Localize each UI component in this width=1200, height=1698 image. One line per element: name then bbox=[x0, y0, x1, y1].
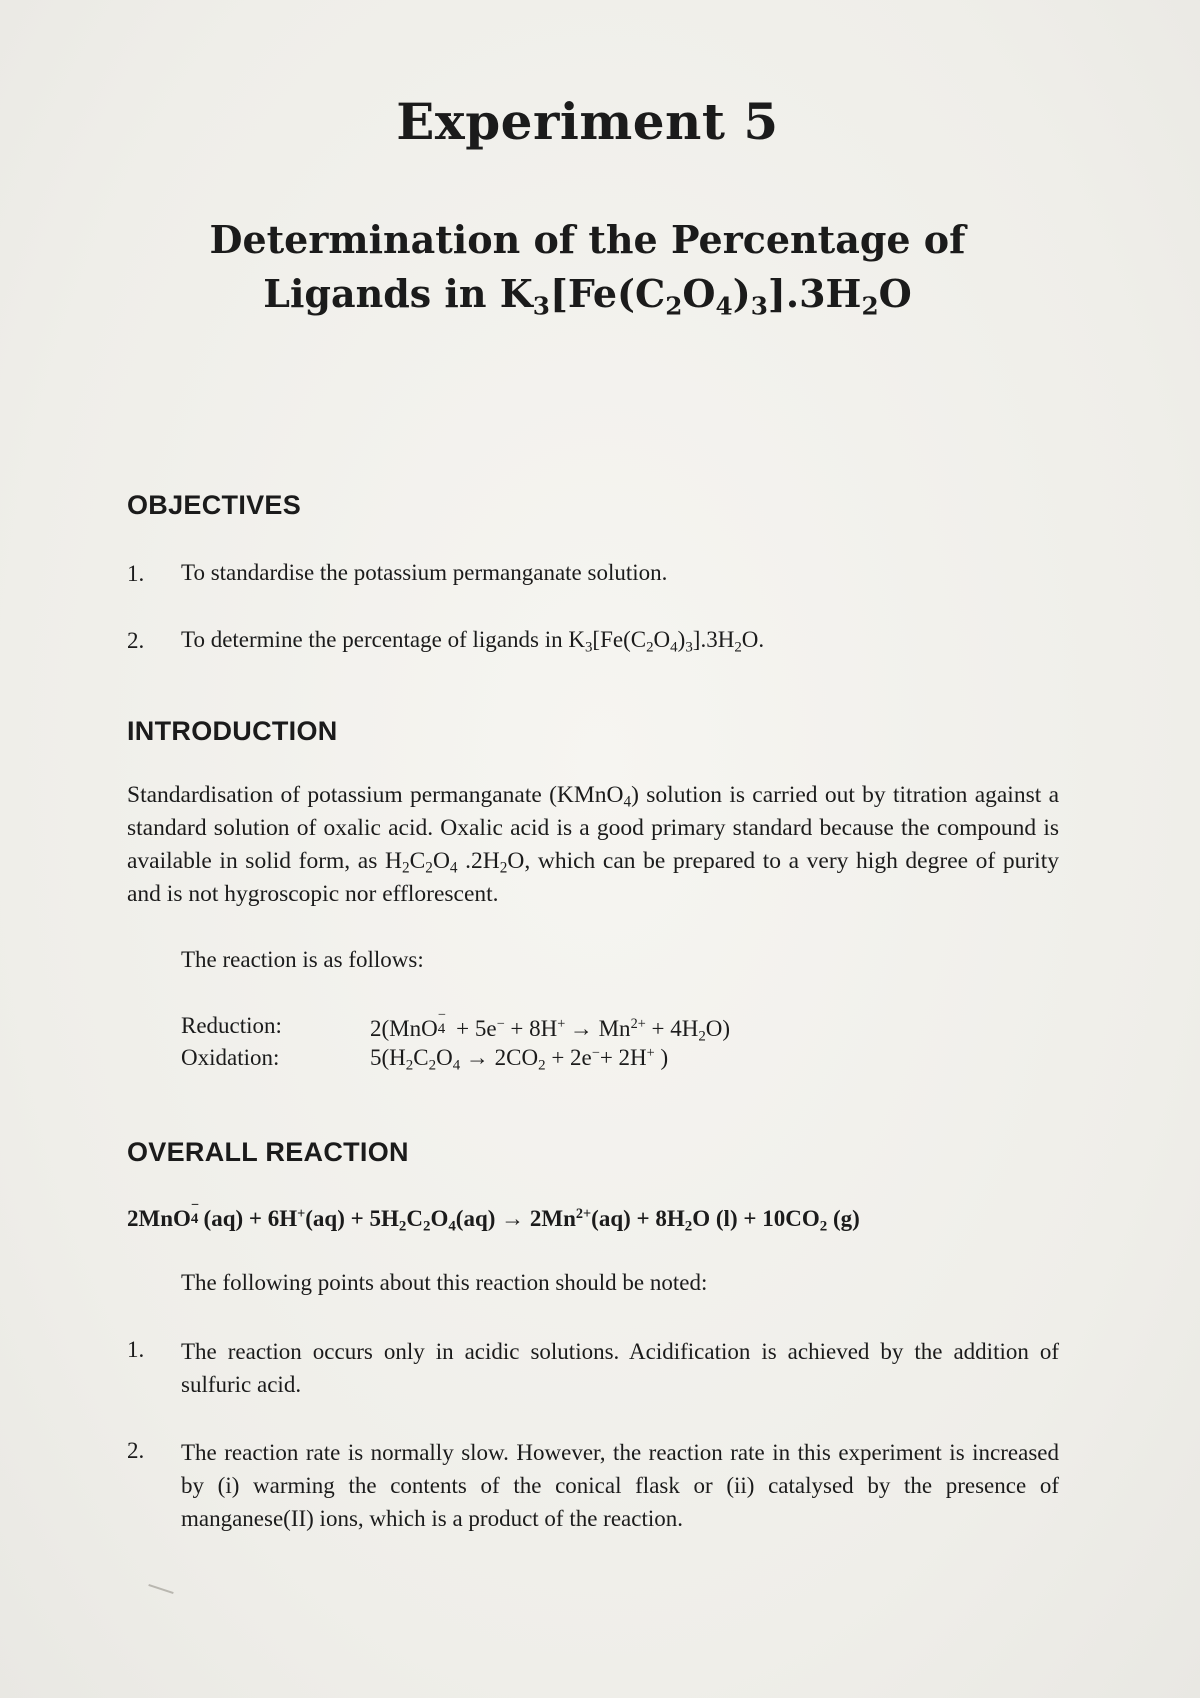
overall-equation: 2MnO − 4 $(aq) + 6H^+(aq) + 5H_2C_2O_4(aq) \to 2Mn^{2+}(aq) + 8H_2O$ $(l) + 10CO_2$ (g) bbox=[127, 1196, 860, 1235]
objectives-heading: OBJECTIVES bbox=[127, 490, 302, 520]
oxidation-label: Oxidation: bbox=[181, 1045, 280, 1070]
reduction-label: Reduction: bbox=[181, 1013, 282, 1038]
note-item: The reaction occurs only in acidic solutions. Acidification is achieved by the addition of sulfuric acid. bbox=[181, 1339, 1059, 1397]
experiment-subtitle bbox=[0, 213, 1175, 321]
reduction-equation: 2(MnO − 4 + $5e^- + 8H^+ \to Mn^{2+} + 4H_2O$) bbox=[370, 1006, 731, 1045]
pen-mark bbox=[148, 1584, 173, 1594]
overall-reaction-heading: OVERALL REACTION bbox=[127, 1137, 409, 1167]
reaction-intro: The reaction is as follows: bbox=[181, 947, 424, 972]
note-number: 1. bbox=[127, 1337, 145, 1362]
note-item: The reaction rate is normally slow. However, the reaction rate in this experiment is increased by (i) warming the contents of the conical flask or (ii) catalysed by the presence of manganese(II) ions, which is a product of the reaction. bbox=[181, 1440, 1059, 1531]
introduction-heading: INTRODUCTION bbox=[127, 716, 338, 746]
oxidation-equation: $5(H_2C_2O_4 \to 2CO_2 + 2e^-+ 2H^+$ ) bbox=[370, 1045, 669, 1074]
objective-number: 2. bbox=[127, 628, 145, 653]
notes-intro: The following points about this reaction should be noted: bbox=[181, 1270, 708, 1295]
subtitle-line-2: Ligands in $K_3[Fe(C_2O_4)_3].3H_2O$ bbox=[263, 271, 912, 321]
objective-number: 1. bbox=[127, 561, 145, 586]
objective-item: To standardise the potassium permanganate solution. bbox=[181, 560, 668, 585]
note-number: 2. bbox=[127, 1438, 145, 1463]
page-title: Experiment 5 bbox=[396, 92, 779, 151]
introduction-paragraph: Standardisation of potassium permanganate (KMnO$_4$) solution is carried out by titration against a standard solution of oxalic acid. Oxalic acid is a good primary standard because the compound is available in solid form, as $H_2C_2O_4$ $.2H_2O$, which can be prepared to a very high degree of purity and is not hygroscopic nor efflorescent. bbox=[127, 782, 1059, 907]
subtitle-line-1: Determination of the Percentage of bbox=[209, 217, 966, 262]
objective-item: To determine the percentage of ligands in $K_3[Fe(C_2O_4)_3].3H_2O$. bbox=[181, 627, 765, 656]
